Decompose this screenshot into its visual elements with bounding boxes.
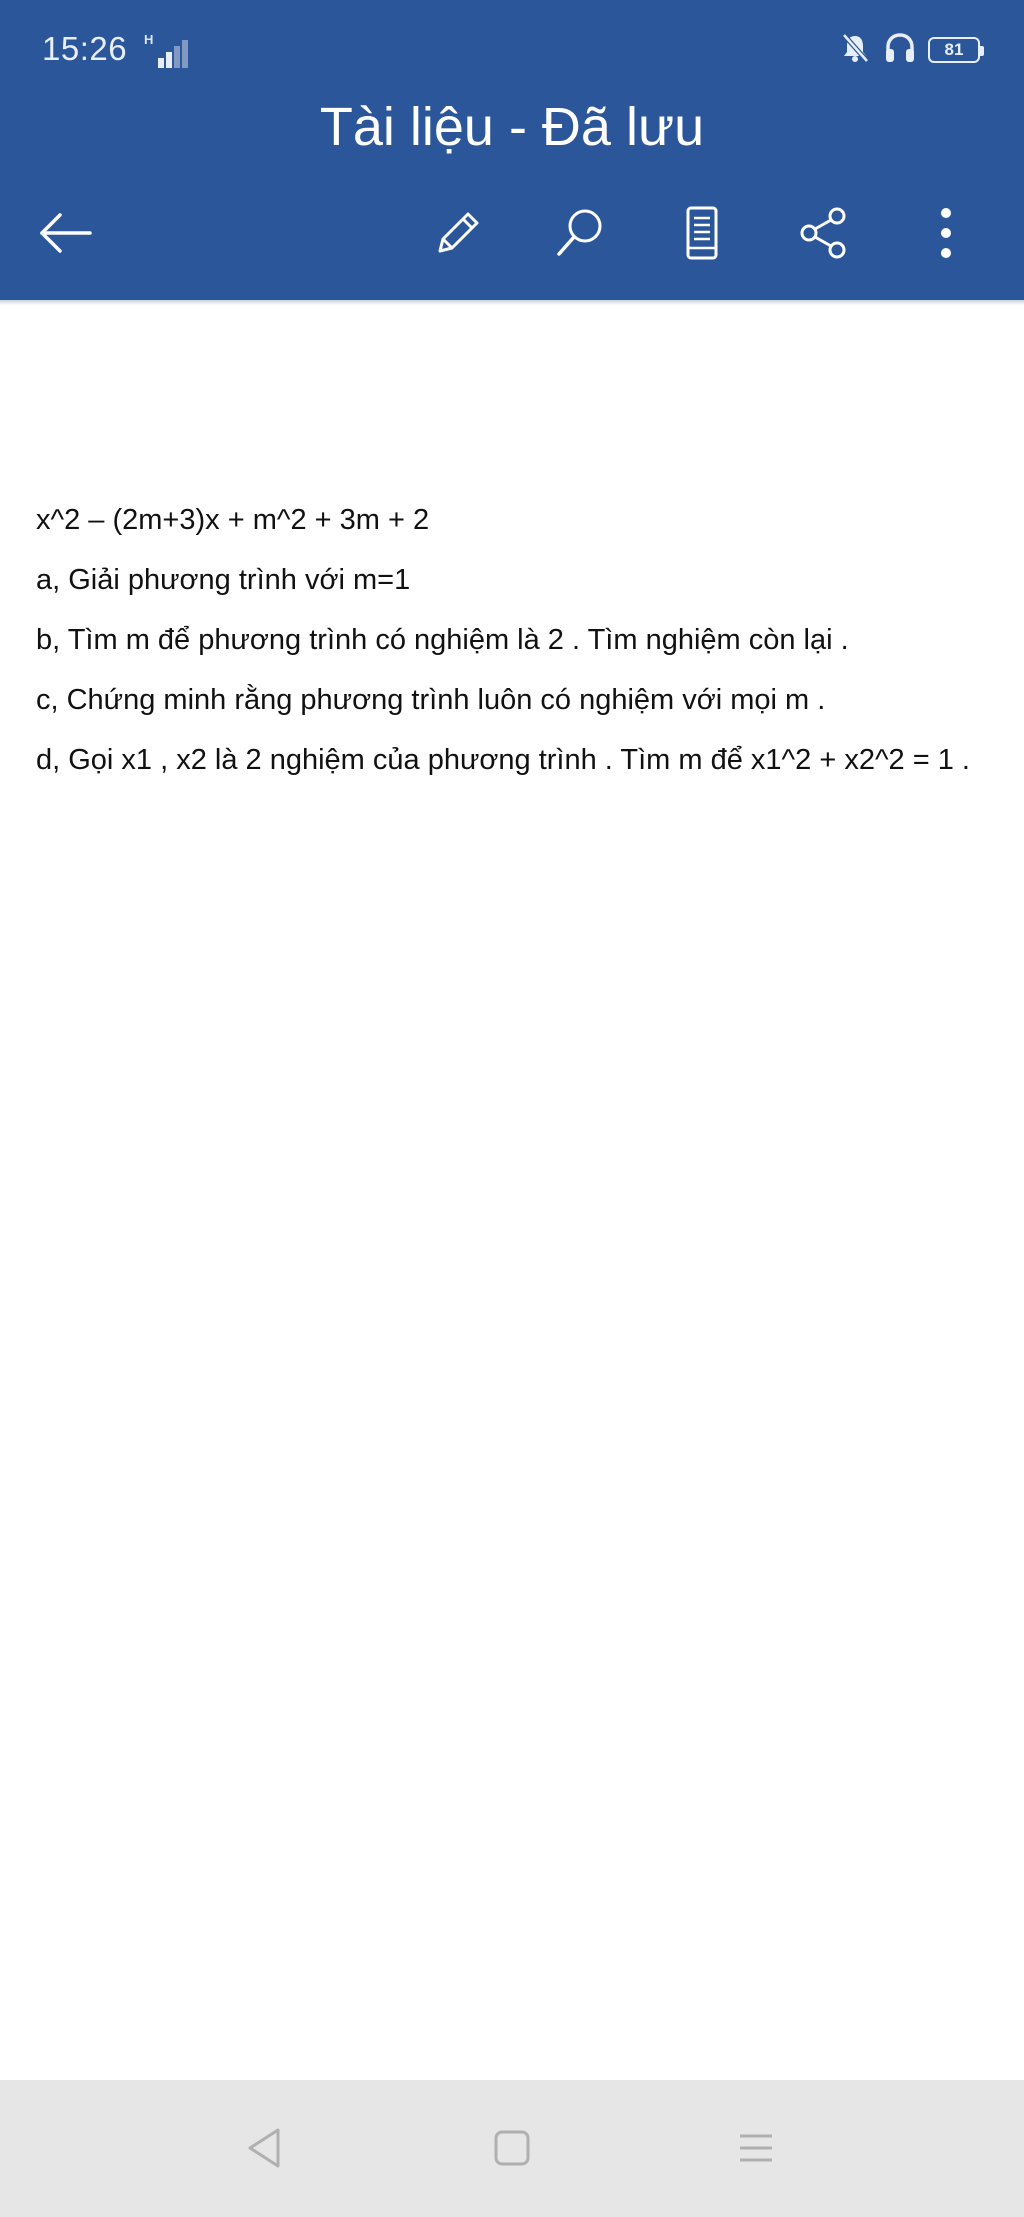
status-time: 15:26	[42, 30, 128, 67]
status-bar	[0, 0, 1024, 100]
mute-notification-icon	[838, 31, 872, 70]
question-c: c, Chứng minh rằng phương trình luôn có nghiệm với mọi m .	[36, 684, 826, 716]
back-triangle-icon	[244, 2126, 284, 2175]
toolbar	[0, 195, 1024, 275]
nav-back-button[interactable]	[234, 2120, 294, 2180]
search-button[interactable]	[540, 195, 620, 275]
question-b: b, Tìm m để phương trình có nghiệm là 2 . Tìm nghiệm còn lại .	[36, 624, 849, 656]
nav-recents-button[interactable]	[726, 2120, 786, 2180]
network-type-label: H	[144, 32, 154, 47]
edit-button[interactable]	[418, 195, 498, 275]
mobile-view-icon	[680, 204, 724, 267]
question-a: a, Giải phương trình với m=1	[36, 564, 411, 596]
search-icon	[551, 204, 609, 267]
back-arrow-icon	[36, 208, 96, 263]
more-options-button[interactable]	[906, 195, 986, 275]
battery-icon: 81	[928, 37, 980, 63]
recents-menu-icon	[736, 2128, 776, 2173]
share-icon	[795, 204, 853, 267]
status-right-icons	[838, 30, 980, 70]
headphones-icon	[882, 30, 918, 71]
mobile-view-button[interactable]	[662, 195, 742, 275]
pencil-icon	[430, 205, 486, 266]
header-shadow	[0, 300, 1024, 305]
signal-icon	[144, 34, 204, 68]
page-title: Tài liệu - Đã lưu	[319, 97, 705, 157]
more-icon	[936, 205, 956, 266]
share-button[interactable]	[784, 195, 864, 275]
back-button[interactable]	[26, 195, 106, 275]
navigation-bar	[0, 2080, 1024, 2217]
equation-line: x^2 – (2m+3)x + m^2 + 3m + 2	[36, 504, 430, 536]
question-d: d, Gọi x1 , x2 là 2 nghiệm của phương trình . Tìm m để x1^2 + x2^2 = 1 .	[36, 744, 970, 776]
home-square-icon	[492, 2128, 532, 2173]
app-header	[0, 0, 1024, 300]
nav-home-button[interactable]	[482, 2120, 542, 2180]
document-body[interactable]	[36, 490, 1024, 790]
